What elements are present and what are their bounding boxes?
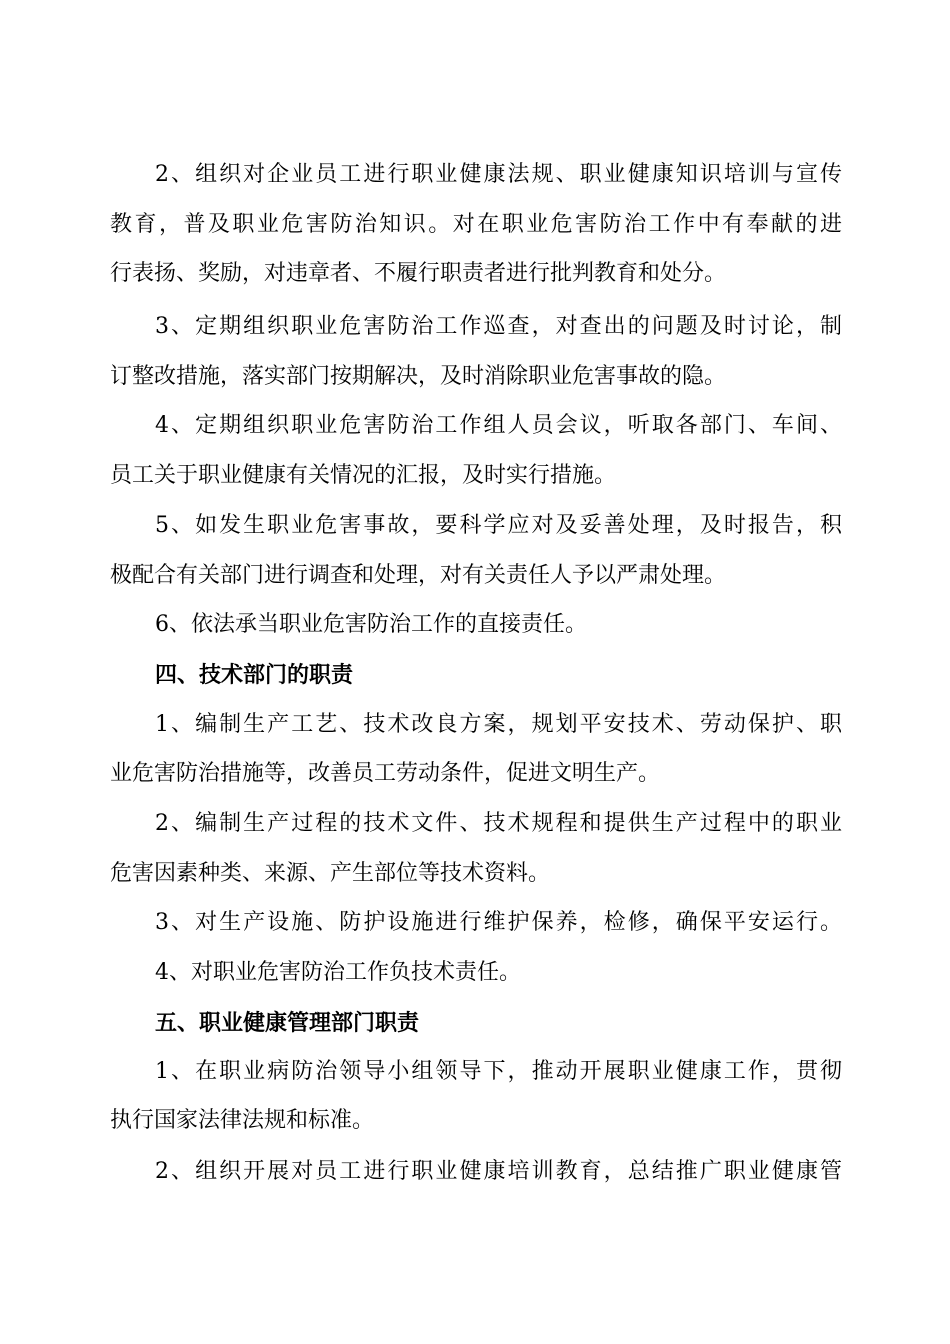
paragraph-4-line-2: 极配合有关部门进行调查和处理，对有关责任人予以严肃处理。 bbox=[110, 563, 727, 588]
paragraph-4-line-1: 5、如发生职业危害事故，要科学应对及妥善处理，及时报告，积 bbox=[155, 513, 842, 538]
paragraph-1-line-2: 教育，普及职业危害防治知识。对在职业危害防治工作中有奉献的进 bbox=[110, 212, 842, 237]
paragraph-7-line-2: 危害因素种类、来源、产生部位等技术资料。 bbox=[110, 861, 551, 886]
paragraph-5-line-1: 6、依法承当职业危害防治工作的直接责任。 bbox=[155, 612, 587, 637]
paragraph-10-line-2: 执行国家法律法规和标准。 bbox=[110, 1108, 375, 1133]
paragraph-10-line-1: 1、在职业病防治领导小组领导下，推动开展职业健康工作，贯彻 bbox=[155, 1059, 842, 1084]
paragraph-2-line-1: 3、定期组织职业危害防治工作巡查，对查出的问题及时讨论，制 bbox=[155, 314, 842, 339]
paragraph-7-line-1: 2、编制生产过程的技术文件、技术规程和提供生产过程中的职业 bbox=[155, 811, 842, 836]
paragraph-11-line-1: 2、组织开展对员工进行职业健康培训教育，总结推广职业健康管 bbox=[155, 1159, 842, 1184]
paragraph-3-line-2: 员工关于职业健康有关情况的汇报，及时实行措施。 bbox=[110, 463, 617, 488]
section-heading-occupational-health-department: 五、职业健康管理部门职责 bbox=[155, 1010, 420, 1036]
paragraph-3-line-1: 4、定期组织职业危害防治工作组人员会议，听取各部门、车间、 bbox=[155, 413, 842, 438]
paragraph-8-line-1: 3、对生产设施、防护设施进行维护保养，检修，确保平安运行。 bbox=[155, 910, 842, 935]
paragraph-1-line-3: 行表扬、奖励，对违章者、不履行职责者进行批判教育和处分。 bbox=[110, 261, 727, 286]
paragraph-2-line-2: 订整改措施，落实部门按期解决，及时消除职业危害事故的隐。 bbox=[110, 364, 727, 389]
section-heading-technical-department: 四、技术部门的职责 bbox=[155, 662, 354, 688]
paragraph-6-line-1: 1、编制生产工艺、技术改良方案，规划平安技术、劳动保护、职 bbox=[155, 712, 842, 737]
paragraph-9-line-1: 4、对职业危害防治工作负技术责任。 bbox=[155, 960, 521, 985]
paragraph-6-line-2: 业危害防治措施等，改善员工劳动条件，促进文明生产。 bbox=[110, 761, 661, 786]
paragraph-1-line-1: 2、组织对企业员工进行职业健康法规、职业健康知识培训与宣传 bbox=[155, 162, 842, 187]
